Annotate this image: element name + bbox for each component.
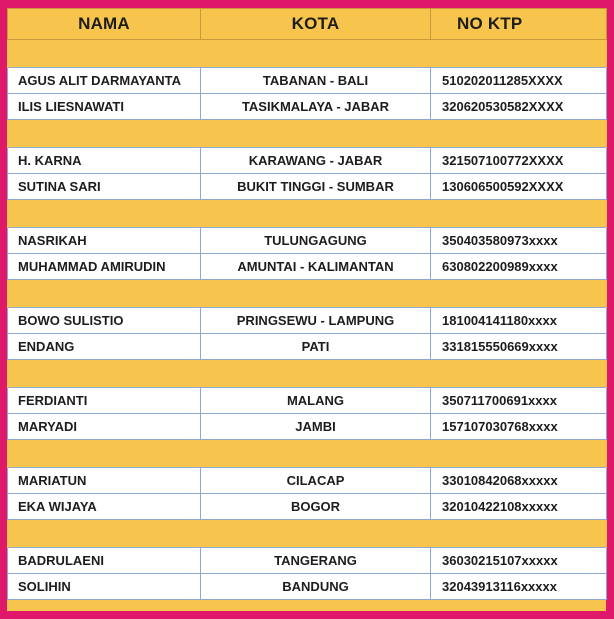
cell-nama: MUHAMMAD AMIRUDIN xyxy=(8,254,201,280)
table-row xyxy=(8,574,607,600)
cell-kota: KARAWANG - JABAR xyxy=(201,148,431,174)
cell-kota: JAMBI xyxy=(201,414,431,440)
table-row xyxy=(8,228,607,254)
table-row xyxy=(8,94,607,120)
cell-no-ktp: 32010422108xxxxx xyxy=(431,494,607,520)
cell-nama: SOLIHIN xyxy=(8,574,201,600)
group-separator xyxy=(8,120,607,148)
group-separator-row xyxy=(8,40,607,68)
cell-kota: BUKIT TINGGI - SUMBAR xyxy=(201,174,431,200)
cell-no-ktp: 320620530582XXXX xyxy=(431,94,607,120)
cell-no-ktp: 510202011285XXXX xyxy=(431,68,607,94)
cell-nama: FERDIANTI xyxy=(8,388,201,414)
group-separator xyxy=(8,520,607,548)
group-separator-row xyxy=(8,440,607,468)
cell-nama: BADRULAENI xyxy=(8,548,201,574)
cell-kota: PRINGSEWU - LAMPUNG xyxy=(201,308,431,334)
cell-nama: AGUS ALIT DARMAYANTA xyxy=(8,68,201,94)
table-row xyxy=(8,468,607,494)
cell-kota: CILACAP xyxy=(201,468,431,494)
cell-no-ktp: 321507100772XXXX xyxy=(431,148,607,174)
cell-kota: TANGERANG xyxy=(201,548,431,574)
cell-no-ktp: 36030215107xxxxx xyxy=(431,548,607,574)
table-row xyxy=(8,494,607,520)
table-row xyxy=(8,548,607,574)
group-separator-row xyxy=(8,280,607,308)
winners-table xyxy=(7,8,607,600)
table-row xyxy=(8,388,607,414)
winners-table-container xyxy=(7,8,606,611)
group-separator xyxy=(8,360,607,388)
cell-no-ktp: 181004141180xxxx xyxy=(431,308,607,334)
cell-kota: MALANG xyxy=(201,388,431,414)
cell-kota: AMUNTAI - KALIMANTAN xyxy=(201,254,431,280)
cell-nama: ILIS LIESNAWATI xyxy=(8,94,201,120)
table-row xyxy=(8,334,607,360)
cell-nama: MARYADI xyxy=(8,414,201,440)
table-row xyxy=(8,148,607,174)
cell-kota: TULUNGAGUNG xyxy=(201,228,431,254)
cell-kota: PATI xyxy=(201,334,431,360)
cell-no-ktp: 130606500592XXXX xyxy=(431,174,607,200)
cell-no-ktp: 157107030768xxxx xyxy=(431,414,607,440)
table-body xyxy=(8,40,607,600)
group-separator-row xyxy=(8,120,607,148)
table-row xyxy=(8,68,607,94)
cell-nama: SUTINA SARI xyxy=(8,174,201,200)
header-nama: NAMA xyxy=(8,9,201,40)
group-separator-row xyxy=(8,520,607,548)
cell-kota: TASIKMALAYA - JABAR xyxy=(201,94,431,120)
cell-nama: EKA WIJAYA xyxy=(8,494,201,520)
header-no-ktp: NO KTP xyxy=(431,9,607,40)
header-kota: KOTA xyxy=(201,9,431,40)
group-separator xyxy=(8,280,607,308)
group-separator-row xyxy=(8,200,607,228)
cell-nama: NASRIKAH xyxy=(8,228,201,254)
cell-nama: MARIATUN xyxy=(8,468,201,494)
cell-no-ktp: 331815550669xxxx xyxy=(431,334,607,360)
group-separator xyxy=(8,440,607,468)
table-row xyxy=(8,308,607,334)
cell-kota: BOGOR xyxy=(201,494,431,520)
group-separator-row xyxy=(8,360,607,388)
table-row xyxy=(8,414,607,440)
cell-no-ktp: 32043913116xxxxx xyxy=(431,574,607,600)
cell-nama: BOWO SULISTIO xyxy=(8,308,201,334)
group-separator xyxy=(8,40,607,68)
cell-nama: H. KARNA xyxy=(8,148,201,174)
cell-no-ktp: 33010842068xxxxx xyxy=(431,468,607,494)
table-row xyxy=(8,174,607,200)
table-row xyxy=(8,254,607,280)
cell-nama: ENDANG xyxy=(8,334,201,360)
group-separator xyxy=(8,200,607,228)
cell-no-ktp: 350403580973xxxx xyxy=(431,228,607,254)
cell-no-ktp: 350711700691xxxx xyxy=(431,388,607,414)
table-header-row xyxy=(8,9,607,40)
cell-no-ktp: 630802200989xxxx xyxy=(431,254,607,280)
cell-kota: TABANAN - BALI xyxy=(201,68,431,94)
cell-kota: BANDUNG xyxy=(201,574,431,600)
